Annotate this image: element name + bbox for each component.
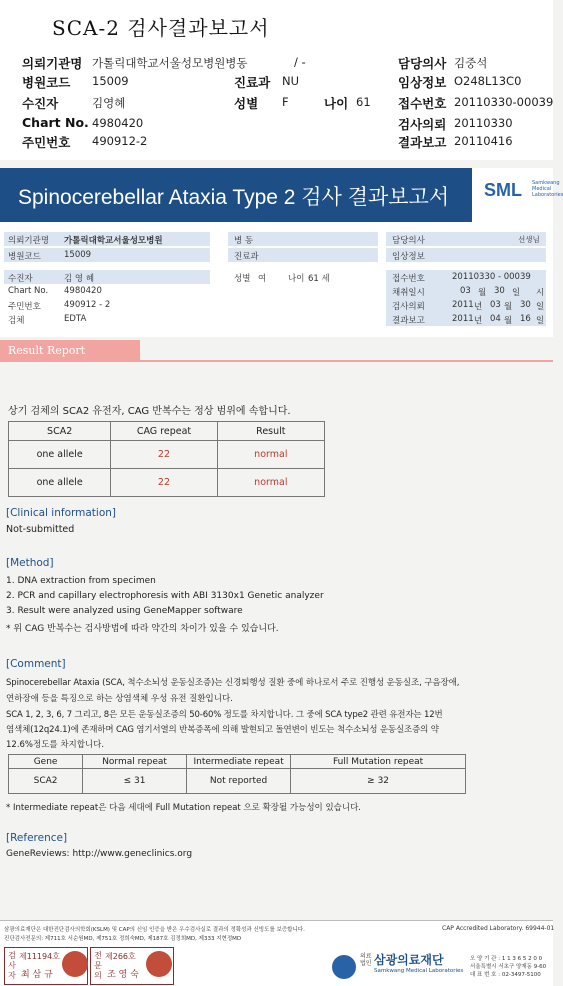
label-ssn: 주민번호 bbox=[8, 302, 41, 312]
summary-label-doctor: 담당의사 bbox=[398, 56, 447, 71]
examiner-seal-icon bbox=[62, 951, 88, 977]
value-request-month-unit: 월 bbox=[504, 302, 513, 312]
summary-value-gender: F bbox=[282, 95, 289, 109]
summary-value-report: 20110416 bbox=[454, 134, 513, 148]
sml-logo bbox=[472, 168, 563, 222]
clinical-title: [Clinical information] bbox=[6, 507, 116, 519]
header-normal-repeat: Normal repeat bbox=[83, 755, 187, 769]
comment-line: SCA 1, 2, 3, 6, 7 그리고, 8은 모든 운동실조증의 50-60% 정도를 차지합니다. 그 중에 SCA type2 관련 유전자는 12번 bbox=[6, 710, 443, 720]
value-age: 61 세 bbox=[308, 274, 330, 284]
summary-value-ward: / - bbox=[294, 55, 306, 69]
value-collect-day-unit: 일 bbox=[512, 288, 521, 298]
summary-value-chart: 4980420 bbox=[92, 116, 144, 130]
method-item: 3. Result were analyzed using GeneMapper software bbox=[6, 606, 243, 616]
summary-label-report: 결과보고 bbox=[398, 135, 447, 150]
summary-label-hospital-code: 병원코드 bbox=[22, 75, 71, 90]
reference-link[interactable]: GeneReviews: http://www.geneclinics.org bbox=[6, 849, 193, 859]
summary-value-doctor: 김중석 bbox=[454, 56, 488, 70]
stamp-name: 최 삼 규 bbox=[21, 970, 53, 980]
summary-value-hospital-code: 15009 bbox=[92, 74, 129, 88]
label-dept: 진료과 bbox=[234, 252, 259, 262]
value-request-month: 03 bbox=[490, 300, 501, 310]
header-full-mutation-repeat: Full Mutation repeat bbox=[291, 755, 466, 769]
label-request: 검사의뢰 bbox=[392, 302, 425, 312]
value-collect-day: 30 bbox=[494, 286, 505, 296]
summary-value-clinical: O248L13C0 bbox=[454, 74, 522, 88]
physician-seal-icon bbox=[146, 951, 172, 977]
summary-label-request: 검사의뢰 bbox=[398, 117, 447, 132]
result-report-tab bbox=[0, 340, 140, 362]
report-banner bbox=[0, 168, 563, 222]
logo-text: SML bbox=[484, 180, 522, 200]
cell-gene: SCA2 bbox=[9, 769, 83, 794]
stamp-side-label: 검사자 bbox=[8, 951, 16, 980]
org-prefix: 의료법인 bbox=[360, 953, 372, 967]
label-gender: 성별 bbox=[234, 274, 251, 284]
header-intermediate-repeat: Intermediate repeat bbox=[186, 755, 290, 769]
summary-label-patient: 수진자 bbox=[22, 96, 59, 111]
table-row bbox=[9, 441, 325, 469]
value-request-year: 2011 bbox=[452, 300, 474, 310]
label-doctor: 담당의사 bbox=[392, 236, 425, 246]
sml-logo-icon bbox=[332, 955, 356, 979]
label-collect: 채취일시 bbox=[392, 288, 425, 298]
label-clinical: 임상정보 bbox=[392, 252, 425, 262]
label-report: 결과보고 bbox=[392, 316, 425, 326]
header-cag-repeat: CAG repeat bbox=[111, 422, 217, 441]
label-hospital-code: 병원코드 bbox=[8, 252, 41, 262]
value-collect-month-unit: 월 bbox=[478, 288, 487, 298]
value-chart: 4980420 bbox=[64, 286, 102, 296]
comment-line: 연하장애 등을 특징으로 하는 상염색체 우성 유전 질환입니다. bbox=[6, 694, 233, 704]
summary-header bbox=[0, 0, 553, 160]
summary-value-receipt: 20110330-00039 bbox=[454, 95, 554, 109]
value-specimen: EDTA bbox=[64, 314, 87, 324]
label-receipt: 접수번호 bbox=[392, 274, 425, 284]
method-item: 1. DNA extraction from specimen bbox=[6, 576, 156, 586]
summary-value-ssn: 490912-2 bbox=[92, 134, 148, 148]
cell-allele: one allele bbox=[9, 441, 111, 469]
cell-result: normal bbox=[217, 441, 324, 469]
stamp-name: 조 영 숙 bbox=[107, 970, 139, 980]
comment-note: * Intermediate repeat은 다음 세대에 Full Mutation repeat 으로 확장될 가능성이 있습니다. bbox=[6, 803, 362, 813]
comment-line: Spinocerebellar Ataxia (SCA, 척수소뇌성 운동실조증)는 신경퇴행성 질환 중에 하나로서 주로 진행성 운동실조, 구음장애, bbox=[6, 678, 460, 688]
value-ssn: 490912 - 2 bbox=[64, 300, 111, 310]
result-table-header bbox=[9, 422, 325, 441]
comment-title: [Comment] bbox=[6, 658, 66, 670]
cell-allele: one allele bbox=[9, 469, 111, 497]
value-hospital-code: 15009 bbox=[64, 250, 92, 260]
footer-physicians: 진단검사전문의: 제711호 서순원MD, 제751호 정희숙MD, 제187호 김정희MD, 제333 지현정MD bbox=[4, 936, 242, 942]
summary-value-patient: 김영혜 bbox=[92, 96, 126, 110]
footer-accreditation: 삼광의료재단은 대한진단검사의학회(KSLM) 및 CAP의 신임 인증을 받은 우수검사실로 결과의 정확성과 신빙도를 보증합니다. bbox=[4, 927, 305, 933]
label-age: 나이 bbox=[288, 274, 305, 284]
value-report-month: 04 bbox=[490, 314, 501, 324]
summary-label-gender: 성별 bbox=[234, 96, 259, 111]
cell-intermediate: Not reported bbox=[186, 769, 290, 794]
value-doctor: 선생님 bbox=[518, 235, 540, 244]
org-address-line: 서울특별시 서초구 양재동 9-60 bbox=[470, 964, 547, 970]
value-report-year-unit: 년 bbox=[474, 316, 483, 326]
result-divider bbox=[140, 360, 553, 362]
method-title: [Method] bbox=[6, 557, 54, 569]
summary-label-institution: 의뢰기관명 bbox=[22, 56, 83, 71]
comment-line: 12.6%정도를 차지합니다. bbox=[6, 740, 105, 750]
label-patient: 수진자 bbox=[8, 274, 33, 284]
clinical-text: Not-submitted bbox=[6, 524, 75, 535]
summary-label-receipt: 접수번호 bbox=[398, 96, 447, 111]
org-name: 삼광의료재단 bbox=[374, 953, 444, 967]
value-patient: 김 영 혜 bbox=[64, 274, 95, 284]
value-report-month-unit: 월 bbox=[504, 316, 513, 326]
org-english-name: Samkwang Medical Laboratories bbox=[374, 968, 464, 974]
value-gender: 여 bbox=[258, 274, 267, 284]
patient-info bbox=[0, 222, 553, 337]
footer bbox=[0, 920, 553, 986]
header-result: Result bbox=[217, 422, 324, 441]
value-receipt: 20110330 - 00039 bbox=[452, 272, 531, 282]
summary-label-dept: 진료과 bbox=[234, 75, 271, 90]
cell-result: normal bbox=[217, 469, 324, 497]
summary-value-request: 20110330 bbox=[454, 116, 513, 130]
header-gene: Gene bbox=[9, 755, 83, 769]
summary-label-ssn: 주민번호 bbox=[22, 135, 71, 150]
value-request-year-unit: 년 bbox=[474, 302, 483, 312]
stamp-license-no: 제266호 bbox=[105, 952, 136, 961]
document-title: SCA-2 검사결과보고서 bbox=[52, 16, 270, 40]
label-ward: 병 동 bbox=[234, 236, 254, 246]
repeat-table-header bbox=[9, 755, 466, 769]
header-sca2: SCA2 bbox=[9, 422, 111, 441]
result-report-title: Result Report bbox=[8, 344, 86, 357]
label-chart: Chart No. bbox=[8, 286, 49, 296]
cell-full-mutation: ≥ 32 bbox=[291, 769, 466, 794]
value-collect-hour-unit: 시 bbox=[536, 288, 545, 298]
summary-value-age: 61 bbox=[356, 95, 371, 109]
value-request-day: 30 bbox=[520, 300, 531, 310]
label-specimen: 검체 bbox=[8, 316, 25, 326]
cell-normal: ≤ 31 bbox=[83, 769, 187, 794]
comment-line: 염색체(12q24.1)에 존재하며 CAG 염기서열의 반복증폭에 의해 발현되고 돌연변이 빈도는 척수소뇌성 운동실조증의 약 bbox=[6, 725, 439, 735]
value-report-year: 2011 bbox=[452, 314, 474, 324]
org-address-line: 오 양 기 관 : 1 1 3 6 5 2 0 0 bbox=[470, 956, 543, 962]
reference-title: [Reference] bbox=[6, 832, 68, 844]
banner-title: Spinocerebellar Ataxia Type 2 검사 결과보고서 bbox=[18, 186, 450, 209]
value-collect-month: 03 bbox=[460, 286, 471, 296]
org-address-line: 대 표 번 호 : 02-3497-5100 bbox=[470, 972, 541, 978]
table-row bbox=[9, 469, 325, 497]
footer-cap: CAP Accredited Laboratory. 69944-01 bbox=[442, 925, 555, 932]
stamp-side-label: 전문의 bbox=[94, 951, 102, 980]
summary-label-age: 나이 bbox=[324, 96, 349, 111]
value-report-day: 16 bbox=[520, 314, 531, 324]
cell-cag: 22 bbox=[111, 441, 217, 469]
summary-label-clinical: 임상정보 bbox=[398, 75, 447, 90]
value-institution: 가톨릭대학교서울성모병원 bbox=[64, 236, 163, 246]
repeat-range-table bbox=[8, 754, 466, 794]
result-summary: 상기 검체의 SCA2 유전자, CAG 반복수는 정상 범위에 속합니다. bbox=[8, 406, 291, 417]
method-item: 2. PCR and capillary electrophoresis with ABI 3130x1 Genetic analyzer bbox=[6, 591, 324, 601]
result-table bbox=[8, 421, 325, 497]
label-institution: 의뢰기관명 bbox=[8, 236, 50, 246]
logo-subtext: Samkwang Medical Laboratories bbox=[532, 180, 563, 198]
value-report-day-unit: 일 bbox=[536, 316, 545, 326]
cell-cag: 22 bbox=[111, 469, 217, 497]
summary-label-chart: Chart No. bbox=[22, 115, 89, 130]
stamp-license-no: 제11194호 bbox=[19, 952, 60, 961]
summary-value-institution: 가톨릭대학교서울성모병원병동 bbox=[92, 56, 248, 70]
table-row bbox=[9, 769, 466, 794]
label-bar bbox=[4, 270, 210, 284]
summary-value-dept: NU bbox=[282, 74, 300, 88]
method-note: * 위 CAG 반복수는 검사방법에 따라 약간의 차이가 있을 수 있습니다. bbox=[6, 624, 279, 634]
value-request-day-unit: 일 bbox=[536, 302, 545, 312]
